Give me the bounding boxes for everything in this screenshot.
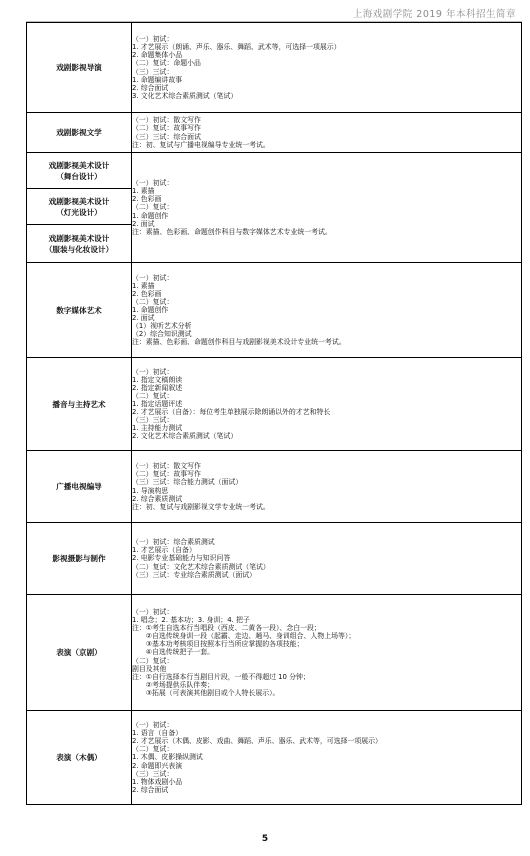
requirement-line: （二）复试：命题小品 — [132, 59, 201, 68]
requirement-line: （一）初试： — [132, 367, 174, 376]
requirement-line: 注：初、复试与广播电视编导专业统一考试。 — [132, 140, 270, 149]
requirement-line: 1. 素描 — [132, 187, 155, 196]
requirements-cell — [132, 113, 522, 153]
requirements-cell — [132, 23, 522, 113]
major-name-cell — [27, 153, 132, 189]
table-row — [27, 23, 522, 113]
requirement-line: （二）复试：故事写作 — [132, 470, 201, 479]
major-name: 戏剧影视美术设计 — [48, 233, 110, 243]
major-name-cell — [27, 263, 132, 358]
major-name-cell — [27, 451, 132, 523]
table-row — [27, 451, 522, 523]
requirement-line: 2. 综合面试 — [132, 83, 169, 92]
requirement-line: （一）初试： — [132, 179, 174, 188]
requirement-line: ③拓展（可表演其他剧目或个人特长展示）。 — [132, 688, 280, 697]
requirements-cell — [132, 523, 522, 595]
requirement-line: 2. 综合素质测试 — [132, 494, 183, 503]
major-name-cell — [27, 523, 132, 595]
requirement-line: 2. 才艺展示（木偶、皮影、戏曲、舞蹈、声乐、器乐、武术等，可选择一项展示） — [132, 737, 382, 746]
requirements-cell — [132, 451, 522, 523]
requirement-line: 1. 导演构思 — [132, 486, 169, 495]
requirement-line: （二）复试： — [132, 656, 174, 665]
requirement-line: 2. 命题即兴表演 — [132, 761, 183, 770]
table-row — [27, 113, 522, 153]
major-name-cell — [27, 23, 132, 113]
requirement-line: 1. 主持能力测试 — [132, 424, 183, 433]
requirement-line: 1. 命题创作 — [132, 305, 169, 314]
requirements-cell — [132, 711, 522, 805]
requirement-line: （1）视听艺术分析 — [132, 322, 192, 331]
major-name: 戏剧影视文学 — [56, 128, 102, 137]
requirement-line: ④自选传统把子一套。 — [132, 648, 214, 657]
requirement-line: 2. 命题集体小品 — [132, 51, 183, 60]
requirement-line: 2. 才艺展示（自备）：每位考生单独展示除朗诵以外的才艺和特长 — [132, 408, 331, 417]
requirement-line: （一）初试：综合素质测试 — [132, 538, 215, 547]
requirement-line: （一）初试：散文写作 — [132, 116, 201, 125]
major-subtitle: （灯光设计） — [56, 207, 102, 217]
requirement-line: 1. 物体戏剧小品 — [132, 777, 183, 786]
major-name-cell — [27, 358, 132, 451]
requirement-line: （三）三试： — [132, 67, 174, 76]
requirement-line: ②考场提供乐队伴奏； — [132, 680, 214, 689]
requirements-cell — [132, 263, 522, 358]
requirement-line: 1. 木偶、皮影操纵测试 — [132, 753, 203, 762]
requirement-line: （一）初试： — [132, 721, 174, 730]
major-name: 数字媒体艺术 — [56, 305, 102, 315]
major-name: 表演（京剧） — [56, 648, 102, 657]
requirement-line: 2. 面试 — [132, 314, 155, 323]
requirement-line: 2. 文化艺术综合素质测试（笔试） — [132, 432, 238, 441]
requirement-line: （三）三试：综合面试 — [132, 132, 201, 141]
requirement-line: 1. 指定文稿朗读 — [132, 375, 183, 384]
requirement-line: （二）复试：故事写作 — [132, 124, 201, 133]
requirement-line: 3. 文化艺术综合素质测试（笔试） — [132, 91, 238, 100]
requirements-cell — [132, 358, 522, 451]
table-row — [27, 358, 522, 451]
requirement-line: 2. 面试 — [132, 219, 155, 228]
requirement-line: （二）复试： — [132, 745, 174, 754]
major-name: 影视摄影与制作 — [52, 554, 106, 563]
requirement-line: 1. 才艺展示（自备） — [132, 546, 196, 555]
requirement-line: 1. 命题编讲故事 — [132, 75, 183, 84]
major-name: 表演（木偶） — [56, 753, 102, 762]
requirement-line: （二）复试： — [132, 391, 174, 400]
requirement-line: 1. 指定话题评述 — [132, 399, 183, 408]
requirement-line: 注：素描、色彩画、命题创作科目与戏剧影视美术设计专业统一考试。 — [132, 338, 346, 347]
requirement-line: ②自选传统身训一段（起霸、走边、趟马、身训组合、人物上场等）； — [132, 632, 356, 641]
requirement-line: 2. 指定新闻叙述 — [132, 383, 183, 392]
requirement-line: （一）初试： — [132, 608, 174, 617]
requirement-line: （二）复试：文化艺术综合素质测试（笔试） — [132, 562, 270, 571]
major-name-cell — [27, 711, 132, 805]
requirement-line: （一）初试： — [132, 273, 174, 282]
admission-requirements-table — [26, 22, 522, 805]
requirement-line: 1. 唱念；2. 基本功；3. 身训；4. 把子 — [132, 616, 250, 625]
requirement-line: （二）复试： — [132, 203, 174, 212]
requirement-line: （三）三试： — [132, 416, 174, 425]
requirement-line: 剧目及其他 — [132, 664, 167, 673]
requirement-line: 注：①考生自选本行当唱段（西皮、二黄各一段）、念白一段； — [132, 624, 321, 633]
major-name-cell — [27, 595, 132, 711]
requirement-line: 1. 命题创作 — [132, 211, 169, 220]
major-name: 戏剧影视美术设计 — [48, 160, 110, 170]
major-name: 戏剧影视美术设计 — [48, 196, 110, 206]
table-row — [27, 263, 522, 358]
major-name: 广播电视编导 — [56, 482, 102, 491]
table-row — [27, 711, 522, 805]
requirement-line: 注：①自行选择本行当剧目片段，一般不得超过 10 分钟； — [132, 672, 310, 681]
requirement-line: 注：初、复试与戏剧影视文学专业统一考试。 — [132, 502, 270, 511]
major-name: 戏剧影视导演 — [56, 63, 102, 72]
requirement-line: 注：素描、色彩画、命题创作科目与数字媒体艺术专业统一考试。 — [132, 227, 332, 236]
requirement-line: 2. 综合面试 — [132, 785, 169, 794]
requirement-line: 1. 素描 — [132, 281, 155, 290]
major-name-cell — [27, 189, 132, 225]
major-name-cell — [27, 225, 132, 263]
requirement-line: （三）三试：综合能力测试（面试） — [132, 478, 243, 487]
requirement-line: 1. 才艺展示（朗诵、声乐、器乐、舞蹈、武术等，可选择一项展示） — [132, 43, 341, 52]
major-name: 播音与主持艺术 — [52, 399, 106, 409]
requirement-line: （一）初试： — [132, 35, 174, 44]
page-header: 上海戏剧学院 2019 年本科招生简章 — [352, 9, 516, 20]
major-name-cell — [27, 113, 132, 153]
major-subtitle: （舞台设计） — [56, 171, 102, 181]
table-row — [27, 523, 522, 595]
requirements-cell — [132, 595, 522, 711]
requirement-line: （三）三试： — [132, 769, 174, 778]
requirement-line: 1. 语言（自备） — [132, 729, 183, 738]
major-subtitle: （服装与化妆设计） — [44, 244, 114, 254]
requirements-cell — [132, 153, 522, 263]
table-row — [27, 595, 522, 711]
page-number: 5 — [261, 834, 269, 844]
requirement-line: ③基本功考核项目按照本行当所应掌握的各项技能； — [132, 640, 304, 649]
requirement-line: （2）综合知识测试 — [132, 330, 192, 339]
requirement-line: （二）复试： — [132, 297, 174, 306]
requirement-line: 2. 电影专业基础能力与知识问答 — [132, 554, 231, 563]
requirement-line: 2. 色彩画 — [132, 195, 162, 204]
table-row — [27, 153, 522, 189]
requirement-line: （三）三试：专业综合素质测试（面试） — [132, 570, 257, 579]
requirement-line: 2. 色彩画 — [132, 289, 162, 298]
requirement-line: （一）初试：散文写作 — [132, 462, 201, 471]
